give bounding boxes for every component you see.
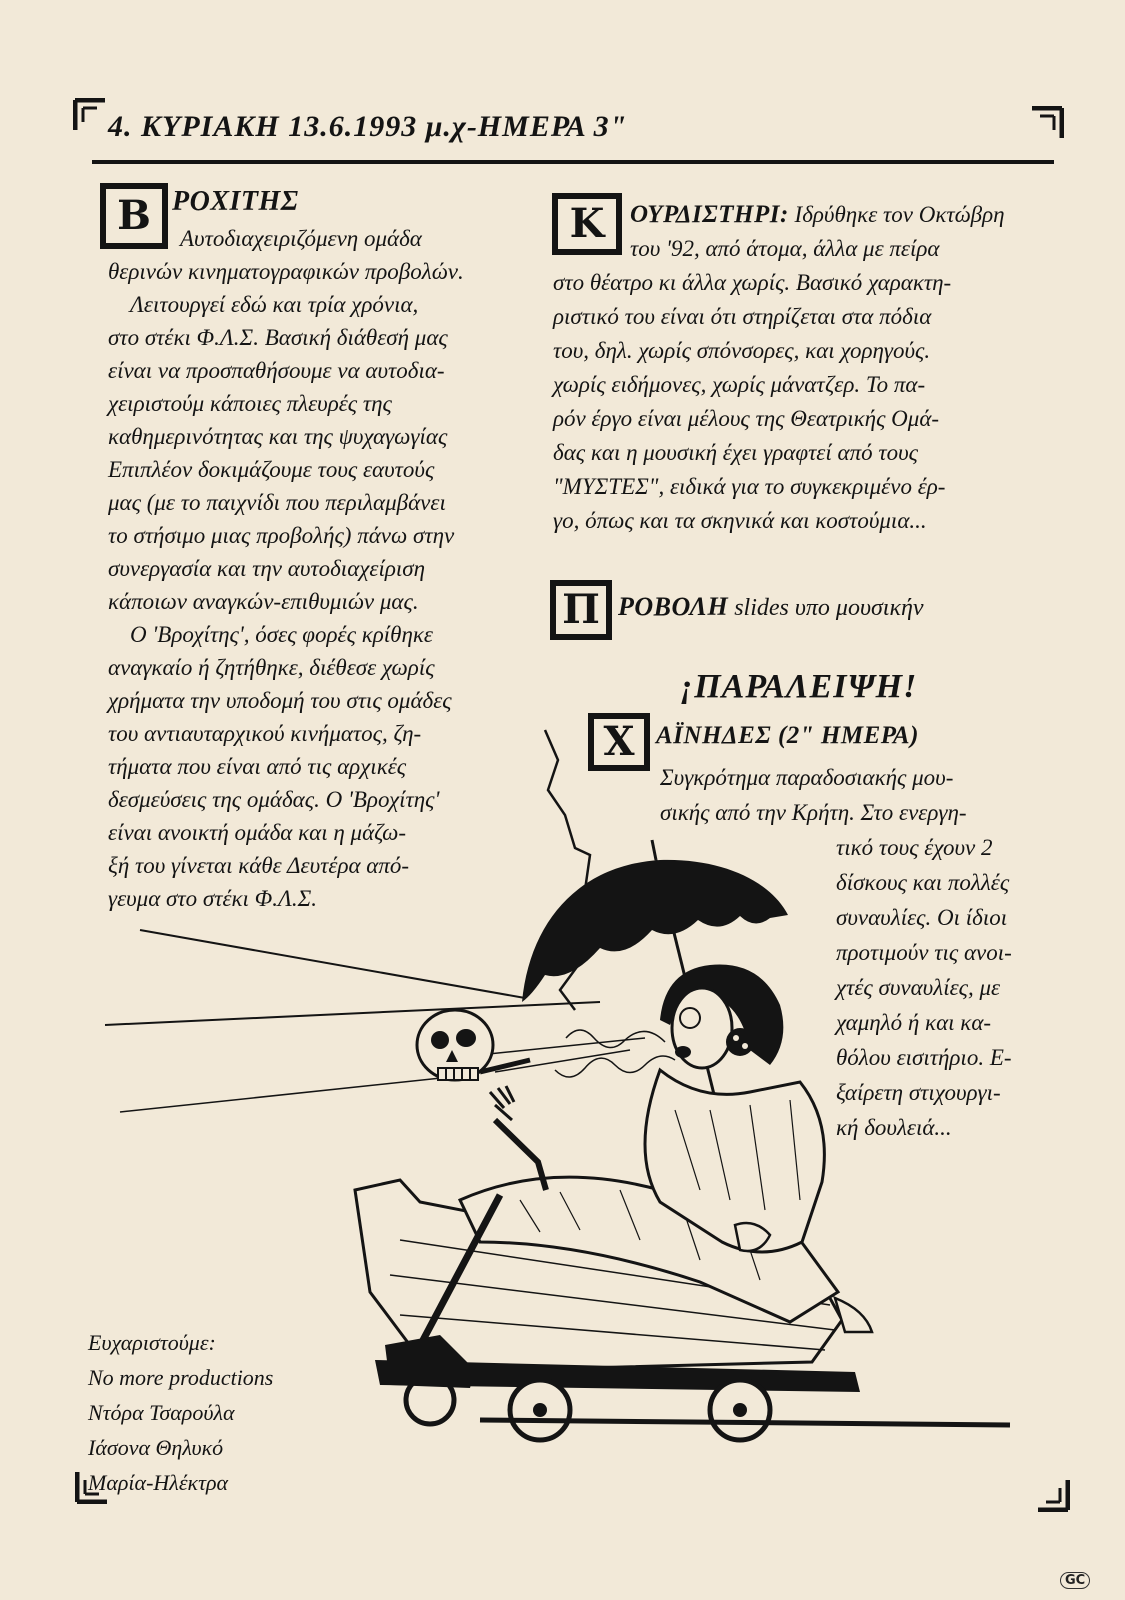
corner-ornament-bottom-right — [1036, 1478, 1070, 1512]
text-line: Λειτουργεί εδώ και τρία χρόνια, — [130, 292, 419, 317]
skeleton-hand — [490, 1086, 514, 1120]
text-line: γευμα στο στέκι Φ.Λ.Σ. — [108, 886, 318, 911]
umbrella-tip — [652, 840, 656, 860]
headscarf-rosette — [726, 1028, 754, 1056]
text-line: Ντόρα Τσαρούλα — [88, 1400, 235, 1425]
rosette-dot — [733, 1035, 739, 1041]
skull-teeth — [438, 1068, 478, 1080]
section-first-line-kourdistiri — [630, 198, 1005, 232]
section-heading-kourdistiri: ΟΥΡΔΙΣΤΗΡΙ: — [630, 201, 789, 228]
text-line: τήματα που είναι από τις αρχικές — [108, 754, 407, 779]
section-heading-xainides: ΑΪΝΗΔΕΣ (2" ΗΜΕΡΑ) — [656, 722, 919, 749]
cart-wheel-hub — [733, 1403, 747, 1417]
text-line: θόλου εισιτήριο. Ε- — [836, 1045, 1012, 1070]
text-line: χαμηλό ή και κα- — [836, 1010, 992, 1035]
text-line: χωρίς ειδήμονες, χωρίς μάνατζερ. Το πα- — [553, 372, 926, 397]
drop-cap-letter: B — [106, 189, 162, 243]
text-line: Συγκρότημα παραδοσιακής μου- — [660, 765, 954, 790]
text-line: αναγκαίο ή ζητήθηκε, διέθεσε χωρίς — [108, 655, 435, 680]
text-line: του '92, από άτομα, άλλα με πείρα — [630, 236, 940, 261]
section-provoli — [618, 592, 924, 622]
text-line: "ΜΥΣΤΕΣ", ειδικά για το συγκεκριμένο έρ- — [553, 474, 946, 499]
section-text-provoli: slides υπο μουσικήν — [734, 595, 924, 621]
text-line: ριστικό του είναι ότι στηρίζεται στα πόδια — [553, 304, 932, 329]
section-heading-provoli: ΡΟΒΟΛΗ — [618, 592, 729, 621]
text-line: κή δουλειά... — [836, 1115, 952, 1140]
text-line: No more productions — [88, 1365, 274, 1390]
woman-mouth — [675, 1046, 691, 1058]
text-line: χτές συναυλίες, με — [836, 975, 1001, 1000]
text-line: καθημερινότητας και της ψυχαγωγίας — [108, 424, 448, 449]
drop-cap-letter: X — [594, 719, 644, 765]
text-line: Επιπλέον δοκιμάζουμε τους εαυτούς — [108, 457, 435, 482]
text-line: δίσκους και πολλές — [836, 870, 1010, 895]
perspective-line — [105, 1002, 600, 1025]
corner-ornament-top-right — [1030, 106, 1064, 140]
text-line: το στήσιμο μιας προβολής) πάνω στην — [108, 523, 455, 548]
header-rule — [92, 160, 1054, 164]
text-line: στο θέατρο κι άλλα χωρίς. Βασικό χαρακτη- — [553, 270, 952, 295]
text-line: του αντιαυταρχικού κινήματος, ζη- — [108, 721, 422, 746]
text-line: ξαίρετη στιχουργι- — [836, 1080, 1001, 1105]
omission-notice: ¡ΠΑΡΑΛΕΙΨΗ! — [680, 668, 918, 705]
text-line: χειριστούμ κάποιες πλευρές της — [108, 391, 392, 416]
text-line: δας και η μουσική έχει γραφτεί από τους — [553, 440, 918, 465]
signature-mark: GC — [1060, 1572, 1090, 1589]
text-line: δεσμεύσεις της ομάδας. Ο 'Βροχίτης' — [108, 787, 440, 812]
text-line: συνεργασία και την αυτοδιαχείριση — [108, 556, 426, 581]
text-line: κάποιων αναγκών-επιθυμιών μας. — [108, 589, 419, 614]
thanks-names — [88, 1360, 273, 1500]
text-line: στο στέκι Φ.Λ.Σ. Βασική διάθεσή μας — [108, 325, 448, 350]
text-line: Ο 'Βροχίτης', όσες φορές κρίθηκε — [130, 622, 433, 647]
cart-wheel-hub — [533, 1403, 547, 1417]
text-line: προτιμούν τις ανοι- — [836, 940, 1012, 965]
text-line: Ιδρύθηκε τον Οκτώβρη — [794, 202, 1005, 227]
drop-cap-letter: K — [558, 199, 616, 249]
skull-eye-socket — [431, 1031, 449, 1049]
text-line: Αυτοδιαχειριζόμενη ομάδα — [180, 226, 422, 251]
text-line: θερινών κινηματογραφικών προβολών. — [108, 259, 464, 284]
text-line: σικής από την Κρήτη. Στο ενεργη- — [660, 800, 967, 825]
page-title: 4. ΚΥΡΙΑΚΗ 13.6.1993 μ.χ-ΗΜΕΡΑ 3" — [108, 110, 628, 143]
thanks-title: Ευχαριστούμε: — [88, 1330, 216, 1355]
text-line: Μαρία-Ηλέκτρα — [88, 1470, 229, 1495]
corner-ornament-top-left — [73, 98, 107, 132]
perspective-line — [140, 930, 525, 998]
text-line: του, δηλ. χωρίς σπόνσορες, και χορηγούς. — [553, 338, 931, 363]
woman-foot — [835, 1298, 872, 1332]
perspective-line — [120, 1076, 460, 1112]
section-body-kourdistiri — [553, 232, 951, 538]
drop-cap-box — [550, 580, 612, 640]
drop-cap-letter: Π — [556, 586, 606, 634]
text-line: μας (με το παιχνίδι που περιλαμβάνει — [108, 490, 446, 515]
text-line: τικό τους έχουν 2 — [836, 835, 993, 860]
text-line: Ιάσονα Θηλυκό — [88, 1435, 224, 1460]
section-heading-vrochitis: ΡΟΧΙΤΗΣ — [172, 186, 299, 217]
text-line: ρόν έργο είναι μέλους της Θεατρικής Ομά- — [553, 406, 940, 431]
text-line: ξή του γίνεται κάθε Δευτέρα από- — [108, 853, 410, 878]
skull-eye-socket — [456, 1029, 476, 1047]
thanks-block — [88, 1325, 273, 1500]
text-line: είναι ανοικτή ομάδα και η μάζω- — [108, 820, 407, 845]
text-line: χρήματα την υποδομή του στις ομάδες — [108, 688, 452, 713]
text-line: γο, όπως και τα σκηνικά και κοστούμια... — [553, 508, 927, 533]
text-line: είναι να προσπαθήσουμε να αυτοδια- — [108, 358, 445, 383]
rosette-dot — [742, 1043, 748, 1049]
teeth-row — [438, 1068, 478, 1080]
text-line: συναυλίες. Οι ίδιοι — [836, 905, 1008, 930]
